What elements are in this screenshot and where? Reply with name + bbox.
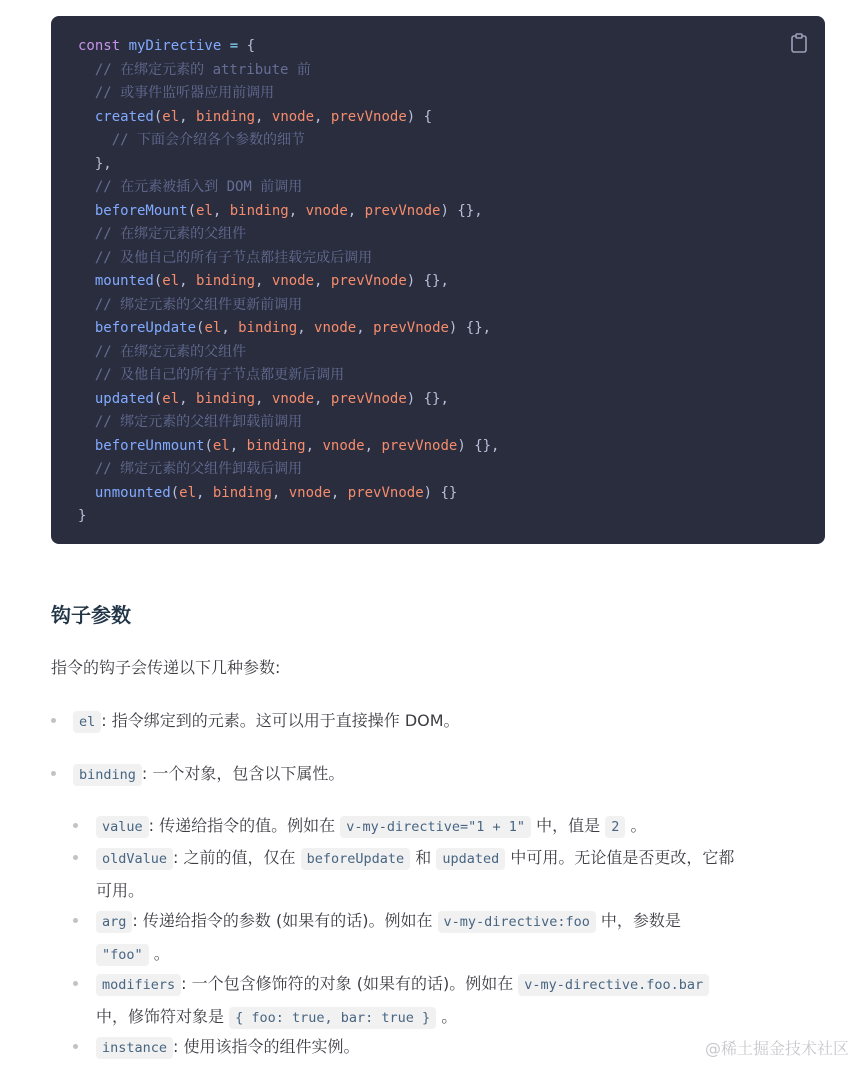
code-token: el <box>162 273 180 289</box>
inline-code: "foo" <box>96 944 149 966</box>
code-token: , <box>221 320 239 336</box>
code-token: el <box>162 390 180 407</box>
code-content <box>78 35 825 529</box>
code-line <box>78 414 302 430</box>
code-line <box>78 461 302 477</box>
code-line <box>78 156 112 172</box>
code-line <box>78 85 274 101</box>
code-token: ) {}, <box>440 202 483 219</box>
code-token: prevVnode <box>347 484 424 501</box>
code-token: } <box>78 508 87 524</box>
code-token: // 在绑定元素的父组件 <box>78 343 247 360</box>
inline-code: v-my-directive:foo <box>438 911 596 933</box>
list-item-modifiers: modifiers : 一个包含修饰符的对象 (如果有的话)。例如在 v-my-directive.foo.bar 中，修饰符对象是 { foo: true, bar: true } 。 <box>96 968 836 1034</box>
list-bullet <box>73 855 78 860</box>
code-token: // 绑定元素的父组件更新前调用 <box>78 296 303 313</box>
list-bullet <box>51 771 56 776</box>
code-token: vnode <box>305 202 348 219</box>
code-token: el <box>162 108 180 125</box>
code-token: prevVnode <box>330 108 407 125</box>
inline-code: v-my-directive="1 + 1" <box>340 816 531 838</box>
code-token: vnode <box>271 390 315 407</box>
inline-code: oldValue <box>96 848 173 870</box>
code-line <box>78 508 86 524</box>
code-line <box>78 109 432 125</box>
code-token: binding <box>196 108 256 125</box>
code-token: prevVnode <box>381 437 458 454</box>
code-token: el <box>196 202 213 219</box>
code-token: ) {}, <box>406 273 449 289</box>
code-line <box>78 367 344 383</box>
intro-paragraph: 指令的钩子会传递以下几种参数: <box>51 658 281 677</box>
code-line <box>78 391 449 407</box>
code-token: ) {}, <box>457 437 500 454</box>
code-token: ( <box>204 437 213 454</box>
code-token: ) { <box>406 108 433 125</box>
inline-code: { foo: true, bar: true } <box>229 1007 436 1029</box>
code-token: , <box>179 273 197 289</box>
list-bullet <box>73 1044 78 1049</box>
code-block <box>51 16 825 544</box>
code-token: mounted <box>78 273 154 289</box>
code-token: binding <box>212 484 272 501</box>
code-token: , <box>314 108 331 125</box>
code-token: // 及他自己的所有子节点都更新后调用 <box>78 367 345 383</box>
code-token: beforeMount <box>78 202 188 219</box>
code-token: vnode <box>314 320 357 336</box>
clipboard-icon[interactable] <box>790 33 808 53</box>
code-token: // 及他自己的所有子节点都挂载完成后调用 <box>78 249 373 266</box>
code-token: , <box>179 390 197 407</box>
code-token: }, <box>78 155 112 172</box>
code-token: binding <box>196 273 256 289</box>
inline-code: value <box>96 816 149 838</box>
code-token: ( <box>170 484 180 501</box>
code-token: ( <box>187 202 197 219</box>
code-token: const <box>78 38 129 54</box>
code-token: created <box>78 108 154 125</box>
inline-code: instance <box>96 1037 173 1059</box>
list-bullet <box>73 918 78 923</box>
code-token: vnode <box>271 273 315 289</box>
code-token: // 在元素被插入到 DOM 前调用 <box>78 179 303 195</box>
code-token: // 绑定元素的父组件卸载后调用 <box>78 461 303 477</box>
inline-code: arg <box>96 911 132 933</box>
inline-code: el <box>73 711 101 733</box>
code-line <box>78 344 246 360</box>
code-line <box>78 273 449 289</box>
code-token: prevVnode <box>330 390 407 407</box>
code-line <box>78 203 483 219</box>
inline-code: modifiers <box>96 974 181 996</box>
code-token: , <box>229 437 247 454</box>
code-token: , <box>196 484 213 501</box>
section-heading: 钩子参数 <box>51 603 131 627</box>
code-token: myDirective <box>128 38 222 54</box>
code-token: , <box>297 320 315 336</box>
code-token: beforeUpdate <box>78 320 197 336</box>
code-line <box>78 179 302 195</box>
code-token: // 或事件监听器应用前调用 <box>78 85 275 101</box>
code-token: , <box>179 108 197 125</box>
list-item-el: el : 指令绑定到的元素。这可以用于直接操作 DOM。 <box>73 705 460 738</box>
code-token: , <box>255 273 272 289</box>
code-line <box>78 485 457 501</box>
code-token: , <box>347 202 365 219</box>
code-token: binding <box>196 390 256 407</box>
code-token: ) {} <box>423 484 458 501</box>
code-token: , <box>356 320 374 336</box>
inline-code: binding <box>73 764 142 786</box>
code-token: vnode <box>288 484 331 501</box>
code-token: el <box>212 437 230 454</box>
list-item-arg: arg : 传递给指令的参数 (如果有的话)。例如在 v-my-directive:foo 中，参数是 "foo" 。 <box>96 905 836 971</box>
code-token: // 绑定元素的父组件卸载前调用 <box>78 414 303 430</box>
code-token: , <box>255 390 272 407</box>
list-item-value: value : 传递给指令的值。例如在 v-my-directive="1 + 1" 中，值是 2 。 <box>96 810 646 843</box>
code-token: ( <box>196 320 205 336</box>
inline-code: updated <box>436 848 505 870</box>
code-line <box>78 297 302 313</box>
code-token: binding <box>238 320 298 336</box>
code-line <box>78 38 255 54</box>
code-token: el <box>179 484 197 501</box>
code-token: ) {}, <box>406 390 449 407</box>
list-bullet <box>51 718 56 723</box>
code-token: // 在绑定元素的父组件 <box>78 226 247 242</box>
code-token: ) {}, <box>448 320 492 336</box>
code-token: prevVnode <box>373 320 449 336</box>
code-token: ( <box>153 273 163 289</box>
code-token: unmounted <box>78 484 171 501</box>
code-token: , <box>330 484 348 501</box>
code-token: , <box>314 273 331 289</box>
code-token: // 在绑定元素的 attribute 前 <box>78 61 311 78</box>
code-token: updated <box>78 390 154 407</box>
code-line <box>78 320 491 336</box>
code-line <box>78 62 311 78</box>
code-token: , <box>212 202 230 219</box>
code-token: = <box>221 38 247 54</box>
code-token: vnode <box>271 108 315 125</box>
code-token: beforeUnmount <box>78 437 205 454</box>
code-token: vnode <box>322 437 365 454</box>
code-token: ( <box>153 108 163 125</box>
list-bullet <box>73 823 78 828</box>
code-token: , <box>288 202 306 219</box>
code-line <box>78 250 372 266</box>
list-item-binding: binding : 一个对象，包含以下属性。 <box>73 758 344 791</box>
inline-code: v-my-directive.foo.bar <box>518 974 709 996</box>
code-token: binding <box>229 202 289 219</box>
code-token: , <box>364 437 382 454</box>
list-item-instance: instance : 使用该指令的组件实例。 <box>96 1031 360 1064</box>
code-token: prevVnode <box>330 273 407 289</box>
code-token: , <box>255 108 272 125</box>
code-token: { <box>246 38 256 54</box>
watermark: @稀土掘金技术社区 <box>704 1039 849 1058</box>
code-token: , <box>314 390 331 407</box>
code-token: ( <box>153 390 163 407</box>
list-item-oldvalue: oldValue : 之前的值，仅在 beforeUpdate 和 updated 中可用。无论值是否更改，它都 可用。 <box>96 848 735 900</box>
inline-code: 2 <box>605 816 625 838</box>
inline-code: beforeUpdate <box>301 848 411 870</box>
code-token: binding <box>246 437 306 454</box>
code-line <box>78 226 246 242</box>
code-token: , <box>271 484 289 501</box>
list-bullet <box>73 981 78 986</box>
code-token: el <box>204 320 222 336</box>
code-line <box>78 438 500 454</box>
code-token: prevVnode <box>364 202 441 219</box>
code-token: , <box>305 437 323 454</box>
code-token: // 下面会介绍各个参数的细节 <box>78 132 306 148</box>
code-line <box>78 132 305 148</box>
